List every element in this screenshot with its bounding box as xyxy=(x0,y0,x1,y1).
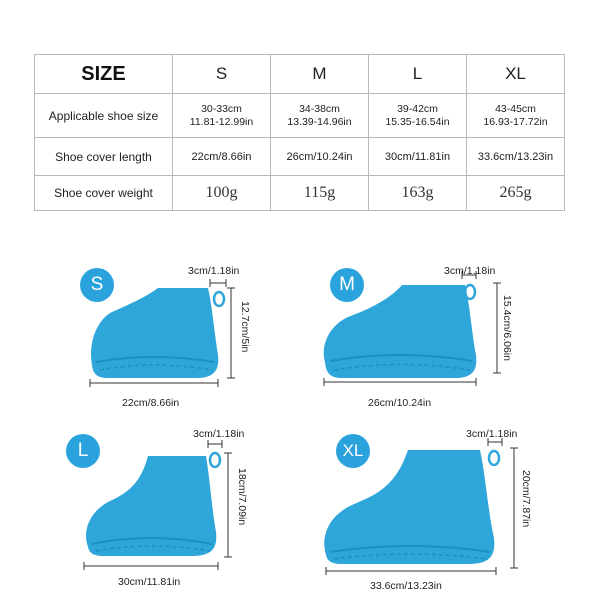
table-cell: 33.6cm/13.23in xyxy=(467,138,565,176)
cell-in: 15.35-16.54in xyxy=(385,115,450,128)
table-cell xyxy=(467,94,565,138)
table-header-row xyxy=(35,55,565,94)
size-m-header: M xyxy=(271,55,369,94)
length-label: 33.6cm/13.23in xyxy=(370,580,442,592)
cell-cm: 34-38cm xyxy=(299,102,340,115)
size-l-diagram xyxy=(0,420,300,595)
length-label: 30cm/11.81in xyxy=(118,576,181,588)
size-m-diagram xyxy=(300,255,600,430)
row-label: Shoe cover weight xyxy=(35,176,173,211)
size-xl-header: XL xyxy=(467,55,565,94)
table-row xyxy=(35,94,565,138)
row-label: Applicable shoe size xyxy=(35,94,173,138)
table-cell xyxy=(369,94,467,138)
table-cell: 26cm/10.24in xyxy=(271,138,369,176)
table-row xyxy=(35,138,565,176)
loop-width-label: 3cm/1.18in xyxy=(193,428,245,440)
size-s-header: S xyxy=(173,55,271,94)
shoe-cover-l-illustration xyxy=(0,420,300,595)
table-row xyxy=(35,176,565,211)
height-label: 20cm/7.87in xyxy=(520,470,532,528)
height-label: 15.4cm/6.06in xyxy=(501,295,513,361)
cell-cm: 43-45cm xyxy=(495,102,536,115)
table-cell xyxy=(173,94,271,138)
table-cell: 30cm/11.81in xyxy=(369,138,467,176)
table-cell: 100g xyxy=(173,176,271,211)
table-cell: 115g xyxy=(271,176,369,211)
cell-in: 16.93-17.72in xyxy=(483,115,548,128)
table-cell xyxy=(271,94,369,138)
cell-cm: 39-42cm xyxy=(397,102,438,115)
length-label: 22cm/8.66in xyxy=(122,397,180,409)
size-s-diagram xyxy=(0,255,300,430)
size-s-badge: S xyxy=(80,268,114,302)
size-xl-badge: XL xyxy=(336,434,370,468)
size-m-badge: M xyxy=(330,268,364,302)
loop-width-label: 3cm/1.18in xyxy=(466,428,518,440)
table-cell: 265g xyxy=(467,176,565,211)
cell-cm: 30-33cm xyxy=(201,102,242,115)
size-xl-diagram xyxy=(300,420,600,595)
table-cell: 22cm/8.66in xyxy=(173,138,271,176)
size-l-badge: L xyxy=(66,434,100,468)
height-label: 12.7cm/5in xyxy=(239,301,251,353)
cell-in: 13.39-14.96in xyxy=(287,115,352,128)
loop-width-label: 3cm/1.18in xyxy=(188,265,240,277)
size-chart-table xyxy=(34,54,565,211)
loop-width-label: 3cm/1.18in xyxy=(444,265,496,277)
row-label: Shoe cover length xyxy=(35,138,173,176)
cell-in: 11.81-12.99in xyxy=(189,115,254,128)
height-label: 18cm/7.09in xyxy=(236,468,248,526)
size-l-header: L xyxy=(369,55,467,94)
length-label: 26cm/10.24in xyxy=(368,397,432,409)
table-cell: 163g xyxy=(369,176,467,211)
size-header: SIZE xyxy=(35,55,173,94)
